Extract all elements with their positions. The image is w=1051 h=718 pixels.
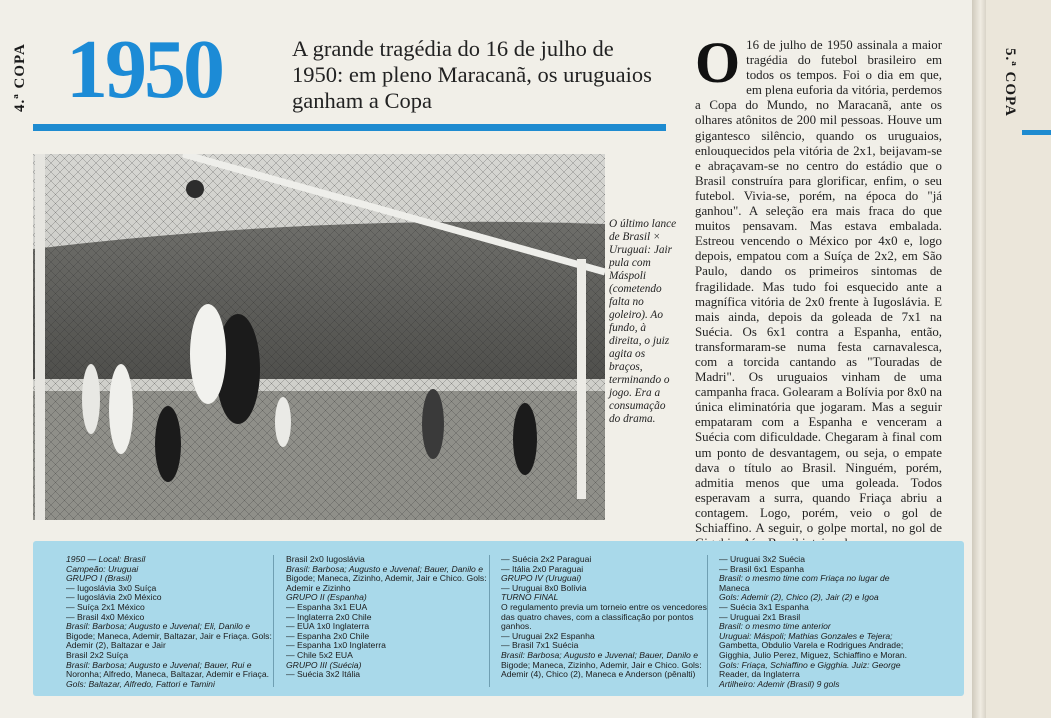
headline: A grande tragédia do 16 de julho de 1950: em pleno Maracanã, os uruguaios ganham a Copa [292,36,652,113]
result-line: — Inglaterra 2x0 Chile [286,611,372,622]
results-box [33,541,964,696]
result-line: — Suíça 2x1 México [66,601,145,612]
result-line: Bigode; Maneca, Zizinho, Ademir, Jair e Chico. Gols: [501,659,702,670]
article-text: 16 de julho de 1950 assinala a maior tragédia do futebol brasileiro em todos os tempos. Foi o dia em que, em plena euforia da vitória, perdemos a Copa do Mundo, no Maracanã, ante os olhares atônitos de 200 mil pessoas. Houve um gigantesco silêncio, quando os uruguaios, enlouquecidos pela vitória de 2x1, beijavam-se e abraçavam-se no centro do estádio que o Brasil construíra para glorificar, enfim, o seu futebol. Vivia-se, porém, na época do "já ganhou". A seleção era mais fraca do que muitos pensavam. Mas estava embalada. Estreou vencendo o México por 4x0 e, logo depois, empatou com a Suíça de 2x2, em São Paulo, dando os primeiros sintomas de fragilidade. Mas tudo foi esquecido ante a magnífica vitória de 2x0 frente à Iugoslávia. E mais ainda, depois da goleada de 7x1 na Suécia. Os 6x1 contra a Espanha, então, transformaram-se numa festa carnavalesca, com a torcida cantando as "Touradas de Madri". Os uruguaios vinham de uma campanha fraca. Golearam a Bolívia por 8x0 na única eliminatória que jogaram. Mas a seguir empataram com a Espanha e venceram a Suécia com dificuldade. Chegaram à final com um ponto de desvantagem, ou seja, o empate dava o título ao Brasil. Ninguém, porém, admitia menos que uma goleada. Todos esperavam a surra, quando Friaça abriu a contagem. Logo, porém, veio o gol de Schiaffino. A seguir, o golpe mortal, no gol de [695,38,942,535]
page-spine [972,0,986,718]
results-column-1 [66,555,288,689]
result-line: — Espanha 2x0 Chile [286,630,370,641]
next-page-accent-bar [1022,130,1051,135]
side-label-right: 5.ª COPA [1002,48,1018,117]
result-line: Artilheiro: Ademir (Brasil) 9 gols [719,678,840,689]
result-line: — Brasil 7x1 Suécia [501,640,579,651]
result-line: — Espanha 3x1 EUA [286,601,368,612]
result-line: — Itália 2x0 Paraguai [501,563,584,574]
result-line: — Brasil 6x1 Espanha [719,563,805,574]
result-line: TURNO FINAL [501,592,559,603]
result-line: Bigode; Maneca, Ademir, Baltazar, Jair e Friaça. Gols: [66,630,272,641]
result-line: — Suécia 3x1 Espanha [719,601,809,612]
article-body [695,30,942,551]
result-line: — Uruguai 2x2 Espanha [501,630,595,641]
results-column-4 [719,555,919,689]
result-line: Brasil: Barbosa; Augusto e Juvenal; Eli, Danilo e [66,621,251,632]
result-line: Brasil: o mesmo time anterior [719,621,831,632]
result-line: — Uruguai 8x0 Bolívia [501,582,587,593]
column-divider [273,555,274,687]
result-line: — Iugoslávia 3x0 Suíça [66,582,157,593]
result-line: GRUPO III (Suécia) [286,659,362,670]
results-column-2 [286,555,486,680]
result-line: — Suécia 3x2 Itália [286,669,361,680]
column-divider [489,555,490,687]
photo-caption: O último lance de Brasil × Uruguai: Jair pula com Máspoli (cometendo falta no goleiro). Ao fundo, à direita, o juiz agita os braços, terminando o jogo. Era a consumação do drama. [609,218,677,425]
side-label-left: 4.ª COPA [12,43,28,112]
result-line: Brasil: Barbosa; Augusto e Juvenal; Bauer, Rui e [66,659,252,670]
column-divider [707,555,708,687]
next-page-edge [986,0,1051,718]
result-line: 1950 — Local: Brasil [66,554,146,564]
result-line: — Uruguai 2x1 Brasil [719,611,801,622]
result-line: — Uruguai 3x2 Suécia [719,554,805,564]
result-line: — Iugoslávia 2x0 México [66,592,162,603]
result-line: Ademir e Zizinho [286,582,351,593]
result-line: Gols: Ademir (2), Chico (2), Jair (2) e Igoa [719,592,879,603]
result-line: — EUA 1x0 Inglaterra [286,621,370,632]
result-line: Brasil: o mesmo time com Friaça no lugar de [719,573,890,584]
drop-cap: O [695,30,741,95]
result-line: Gols: Baltazar, Alfredo, Fattori e Tamini [66,678,215,689]
result-line: Maneca [719,582,750,593]
accent-rule [33,124,666,131]
result-line: Noronha; Alfredo, Maneca, Baltazar, Ademir e Friaça. [66,669,270,680]
result-line: — Espanha 1x0 Inglaterra [286,640,386,651]
result-line: Gols: Friaça, Schiaffino e Gigghia. Juiz: George [719,659,901,670]
result-line: Brasil 2x0 Iugoslávia [286,554,365,564]
result-line: GRUPO II (Espanha) [286,592,367,603]
result-line: Reader, da Inglaterra [719,669,800,680]
result-line: Brasil: Barbosa; Augusto e Juvenal; Bauer, Danilo e [286,563,483,574]
results-column-3 [501,555,711,680]
result-line: ganhos. [501,621,532,632]
result-line: Bigode; Maneca, Zizinho, Ademir, Jair e Chico. Gols: [286,573,487,584]
result-line: Brasil: Barbosa; Augusto e Juvenal; Bauer, Danilo e [501,649,698,660]
result-line: GRUPO IV (Uruguai) [501,573,582,584]
result-line: Ademir (2), Baltazar e Jair [66,640,166,651]
result-line: Ademir (4), Chico (2), Maneca e Anderson (pênalti) [501,669,696,680]
result-line: — Chile 5x2 EUA [286,649,353,660]
result-line: O regulamento previa um torneio entre os vencedores [501,601,707,612]
result-line: Gigghia, Julio Perez, Miguez, Schiaffino e Moran. [719,649,908,660]
result-line: GRUPO I (Brasil) [66,573,132,584]
result-line: Campeão: Uruguai [66,563,139,574]
year-title: 1950 [66,23,222,116]
result-line: — Brasil 4x0 México [66,611,145,622]
match-photo [33,154,605,520]
result-line: — Suécia 2x2 Paraguai [501,554,592,564]
result-line: Uruguai: Máspoli; Mathias Gonzales e Tejera; [719,630,893,641]
result-line: Gambetta, Obdulio Varela e Rodrigues Andrade; [719,640,904,651]
result-line: Brasil 2x2 Suíça [66,649,129,660]
result-line: das quatro chaves, com a classificação por pontos [501,611,694,622]
